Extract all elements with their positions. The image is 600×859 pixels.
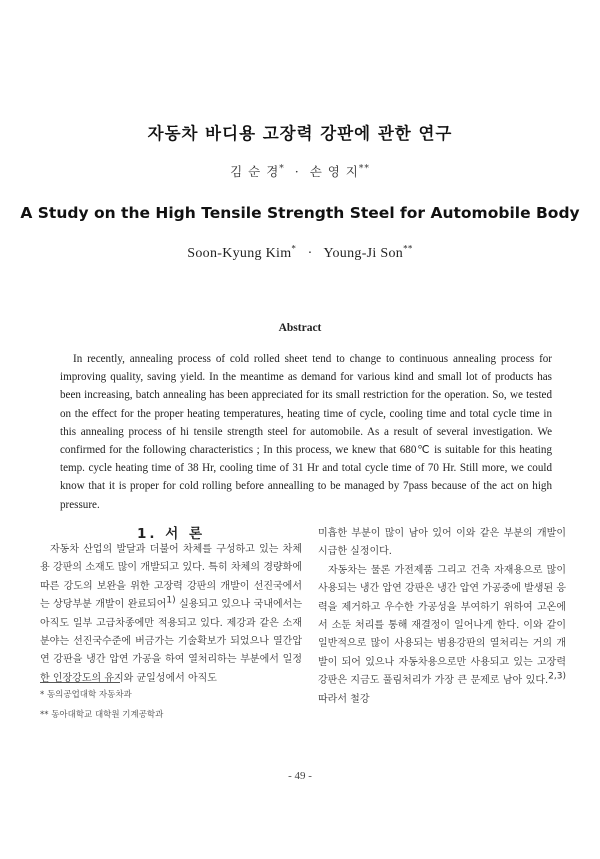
korean-author-2: 손 영 지 xyxy=(309,164,359,179)
english-author-1: Soon-Kyung Kim xyxy=(187,246,292,261)
author-mark-2: ** xyxy=(358,163,370,174)
footnote-divider xyxy=(40,682,120,683)
reference-mark: 1) xyxy=(166,595,176,606)
english-author-2: Young-Ji Son xyxy=(323,246,404,261)
author-mark-1: * xyxy=(279,163,285,174)
korean-authors xyxy=(0,162,600,180)
author-separator: · xyxy=(294,164,300,179)
reference-mark: 2,3) xyxy=(548,671,566,682)
abstract-body xyxy=(60,350,552,514)
english-title: A Study on the High Tensile Strength Steel for Automobile Body xyxy=(20,204,580,222)
right-column xyxy=(318,525,566,709)
abstract-text: In recently, annealing process of cold rolled sheet tend to change to continuous annealing process for improving quality, saving yield. In the meantime as demand for various kind and small lot of products has been increasing, batch annealing has been appreciated for its small restriction for the operation. So, we tested on the effect for the proper heating temperatures, heating time of cycle, cooling time and total cycle time in this annealing process of hi tensile strength steel for automobile. As a result of several investigation. We confirmed for the following characteristics ; In this process, we knew that 680℃ is suitable for this heating temp. cycle heating time of 38 Hr, cooling time of 31 Hr and total cycle time of 70 Hr. Still more, we could know that it is proper for cold rolling before annealling to be managed by 7pass because of the act on high pressure. xyxy=(60,353,552,511)
section-heading-introduction: 1. 서 론 xyxy=(136,526,205,542)
english-authors xyxy=(0,243,600,262)
korean-author-1: 김 순 경 xyxy=(230,164,280,179)
page-number: - 49 - xyxy=(288,770,312,782)
right-paragraph-1: 미흡한 부분이 많이 남아 있어 이와 같은 부분의 개발이 시급한 실정이다. xyxy=(318,528,566,558)
korean-title: 자동차 바디용 고장력 강판에 관한 연구 xyxy=(147,124,453,143)
footnote-1: * 동의공업대학 자동차과 xyxy=(40,690,132,700)
footnotes xyxy=(40,685,302,725)
left-column xyxy=(40,541,302,688)
footnote-2: ** 동아대학교 대학원 기계공학과 xyxy=(40,710,164,720)
left-paragraph-continued: 실용되고 있으나 국내에서는 아직도 일부 고급차종에만 적용되고 있다. 제강과 같은 소재분야는 선진국수준에 버금가는 기술확보가 되었으나 열간압연 강판을 냉간 압연 가공을 하여 열처리하는 부분에서 일정한 인장강도의 유지와 균일성에서 아직도 xyxy=(40,599,302,684)
left-paragraph-text: 자동차 산업의 발달과 더불어 차체를 구성하고 있는 차체용 강판의 소재도 많이 개발되고 있다. 특히 차체의 경량화에 따른 강도의 보완을 위한 고장력 강판의 개발이 선진국에서는 상당부분 개발이 완료되어 xyxy=(40,544,302,611)
abstract-heading: Abstract xyxy=(278,322,322,334)
right-paragraph-2 xyxy=(318,562,566,709)
english-author-mark-1: * xyxy=(291,243,297,254)
english-author-mark-2: ** xyxy=(403,243,413,254)
english-author-separator: · xyxy=(307,246,313,261)
right-paragraph-continued: 따라서 철강 xyxy=(318,693,370,705)
right-paragraph-text: 자동차는 물론 가전제품 그리고 건축 자재용으로 많이 사용되는 냉간 압연 강판은 냉간 압연 가공중에 발생된 응력을 제거하고 우수한 가공성을 부여하기 위하여 고온에서 소둔 처리를 통해 재결정이 일어나게 한다. 이와 같이 일반적으로 많이 사용되는 범용강판의 열처리는 거의 개발이 되어 있으나 자동차용으로만 사용되고 있는 고장력 강판은 지금도 풀림처리가 가장 큰 문제로 남아 있다. xyxy=(318,564,566,687)
left-paragraph xyxy=(40,541,302,688)
